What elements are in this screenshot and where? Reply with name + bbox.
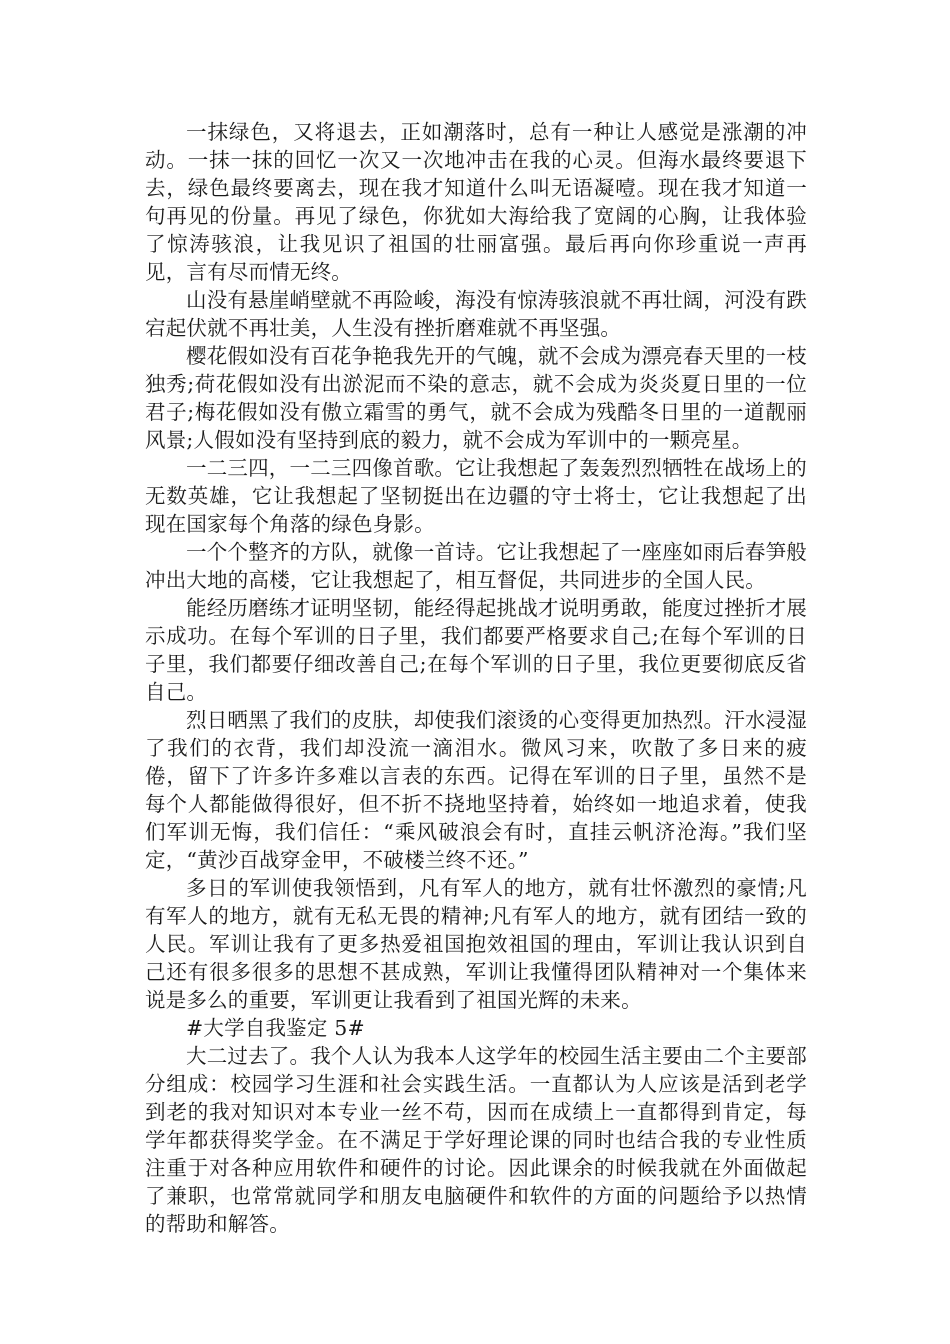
paragraph-flowers-perseverance: 樱花假如没有百花争艳我先开的气魄，就不会成为漂亮春天里的一枝独秀;荷花假如没有出淤泥而不染的意志，就不会成为炎炎夏日里的一位君子;梅花假如没有傲立霜雪的勇气，就不会成为残酷冬日里的一道靓丽风景;人假如没有坚持到底的毅力，就不会成为军训中的一颗亮星。 — [145, 344, 807, 452]
paragraph-military-spirit: 多日的军训使我领悟到，凡有军人的地方，就有壮怀激烈的豪情;凡有军人的地方，就有无私无畏的精神;凡有军人的地方，就有团结一致的人民。军训让我有了更多热爱祖国抱效祖国的理由，军训让我认识到自己还有很多很多的思想不甚成熟，军训让我懂得团队精神对一个集体来说是多么的重要，军训更让我看到了祖国光辉的未来。 — [145, 876, 807, 1012]
paragraph-marching-song: 一二三四，一二三四像首歌。它让我想起了轰轰烈烈牺牲在战场上的无数英雄，它让我想起了坚韧挺出在边疆的守士将士，它让我想起了出现在国家每个角落的绿色身影。 — [145, 456, 807, 536]
section-heading: #大学自我鉴定 5# — [186, 1016, 365, 1040]
paragraph-farewell-green: 一抹绿色，又将退去，正如潮落时，总有一种让人感觉是涨潮的冲动。一抹一抹的回忆一次又一次地冲击在我的心灵。但海水最终要退下去，绿色最终要离去，现在我才知道什么叫无语凝噎。现在我才知道一句再见的份量。再见了绿色，你犹如大海给我了宽阔的心胸，让我体验了惊涛骇浪，让我见识了祖国的壮丽富强。最后再向你珍重说一声再见，言有尽而情无终。 — [145, 120, 807, 284]
paragraph-hardship-courage: 能经历磨练才证明坚韧，能经得起挑战才说明勇敢，能度过挫折才展示成功。在每个军训的日子里，我们都要严格要求自己;在每个军训的日子里，我们都要仔细改善自己;在每个军训的日子里，我位更要彻底反省自己。 — [145, 596, 807, 704]
document-body — [145, 118, 807, 1238]
paragraph-mountains-seas: 山没有悬崖峭壁就不再险峻，海没有惊涛骇浪就不再壮阔，河没有跌宕起伏就不再壮美，人生没有挫折磨难就不再坚强。 — [145, 288, 807, 340]
paragraph-formation-poem: 一个个整齐的方队，就像一首诗。它让我想起了一座座如雨后春笋般冲出大地的高楼，它让我想起了，相互督促，共同进步的全国人民。 — [145, 540, 807, 592]
paragraph-sophomore-review: 大二过去了。我个人认为我本人这学年的校园生活主要由二个主要部分组成：校园学习生涯和社会实践生活。一直都认为人应该是活到老学到老的我对知识对本专业一丝不苟，因而在成绩上一直都得到肯定，每学年都获得奖学金。在不满足于学好理论课的同时也结合我的专业性质注重于对各种应用软件和硬件的讨论。因此课余的时候我就在外面做起了兼职，也常常就同学和朋友电脑硬件和软件的方面的问题给予以热情的帮助和解答。 — [145, 1044, 807, 1236]
paragraph-scorching-sun: 烈日晒黑了我们的皮肤，却使我们滚烫的心变得更加热烈。汗水浸湿了我们的衣背，我们却没流一滴泪水。微风习来，吹散了多日来的疲倦，留下了许多许多难以言表的东西。记得在军训的日子里，虽然不是每个人都能做得很好，但不折不挠地坚持着，始终如一地追求着，使我们军训无悔，我们信任：“乘风破浪会有时，直挂云帆济沧海。”我们坚定，“黄沙百战穿金甲，不破楼兰终不还。” — [145, 708, 807, 872]
